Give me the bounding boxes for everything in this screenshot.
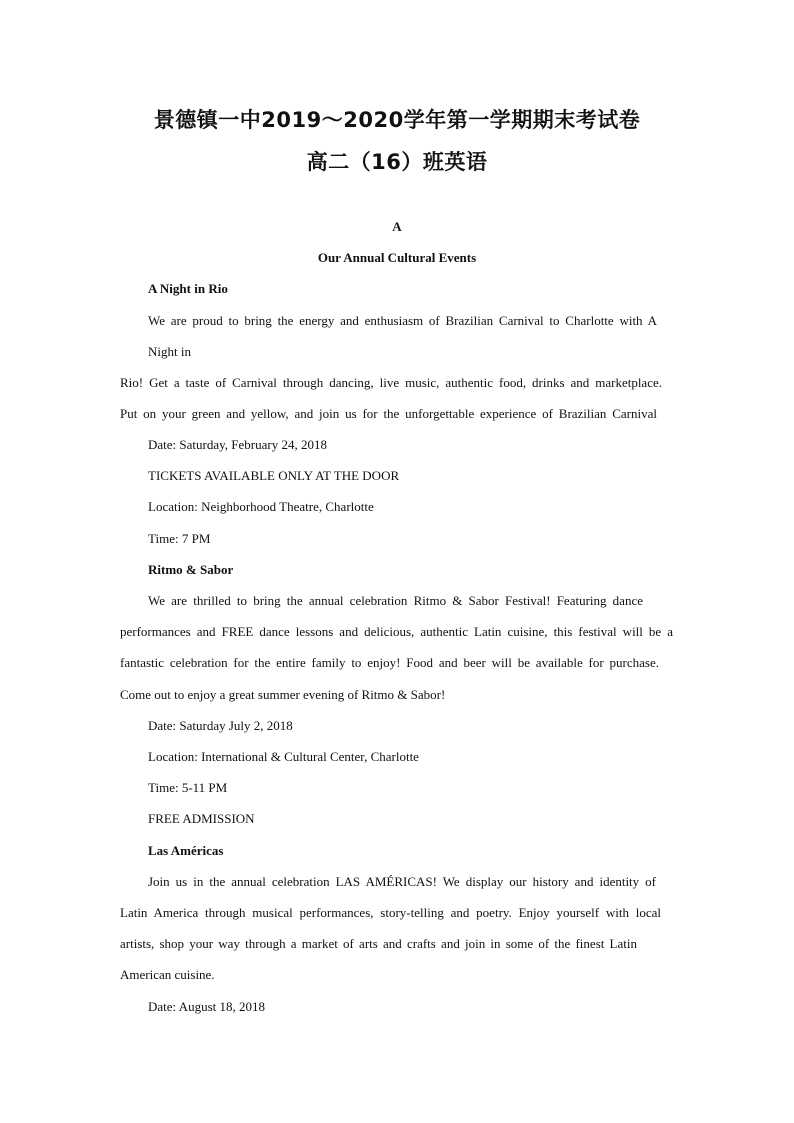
event-text-line: We are proud to bring the energy and enthusiasm of Brazilian Carnival to Charlotte with A xyxy=(148,313,657,328)
event-text-line: American cuisine. xyxy=(120,967,215,982)
event-detail: TICKETS AVAILABLE ONLY AT THE DOOR xyxy=(148,468,400,483)
event-detail: Location: Neighborhood Theatre, Charlotte xyxy=(148,499,374,514)
exam-title: 景德镇一中2019～2020学年第一学期期末考试卷 xyxy=(153,108,641,132)
event-text-line: Rio! Get a taste of Carnival through dancing, live music, authentic food, drinks and marketplace. xyxy=(120,375,662,390)
event-title: Ritmo & Sabor xyxy=(148,562,234,577)
event-detail: FREE ADMISSION xyxy=(148,811,255,826)
event-text-line: Night in xyxy=(148,344,191,359)
event-text-line: Come out to enjoy a great summer evening of Ritmo & Sabor! xyxy=(120,687,446,702)
exam-subtitle: 高二（16）班英语 xyxy=(306,150,488,174)
passage-label: A xyxy=(392,219,402,234)
event-text-line: artists, shop your way through a market of arts and crafts and join in some of the finest Latin xyxy=(120,936,637,951)
passage-heading: Our Annual Cultural Events xyxy=(317,250,477,265)
event-title: A Night in Rio xyxy=(148,281,228,296)
event-detail: Time: 7 PM xyxy=(148,531,211,546)
event-detail: Date: August 18, 2018 xyxy=(148,999,265,1014)
event-text-line: fantastic celebration for the entire family to enjoy! Food and beer will be available for purchase. xyxy=(120,655,659,670)
event-text-line: performances and FREE dance lessons and delicious, authentic Latin cuisine, this festival will be a xyxy=(120,624,673,639)
event-title: Las Américas xyxy=(148,843,224,858)
event-detail: Date: Saturday July 2, 2018 xyxy=(148,718,293,733)
event-detail: Time: 5-11 PM xyxy=(148,780,228,795)
event-text-line: We are thrilled to bring the annual celebration Ritmo & Sabor Festival! Featuring dance xyxy=(148,593,643,608)
event-detail: Date: Saturday, February 24, 2018 xyxy=(148,437,327,452)
event-text-line: Put on your green and yellow, and join us for the unforgettable experience of Brazilian Carnival xyxy=(120,406,657,421)
event-text-line: Latin America through musical performances, story-telling and poetry. Enjoy yourself with local xyxy=(120,905,661,920)
event-detail: Location: International & Cultural Center, Charlotte xyxy=(148,749,419,764)
event-text-line: Join us in the annual celebration LAS AMÉRICAS! We display our history and identity of xyxy=(148,874,656,889)
